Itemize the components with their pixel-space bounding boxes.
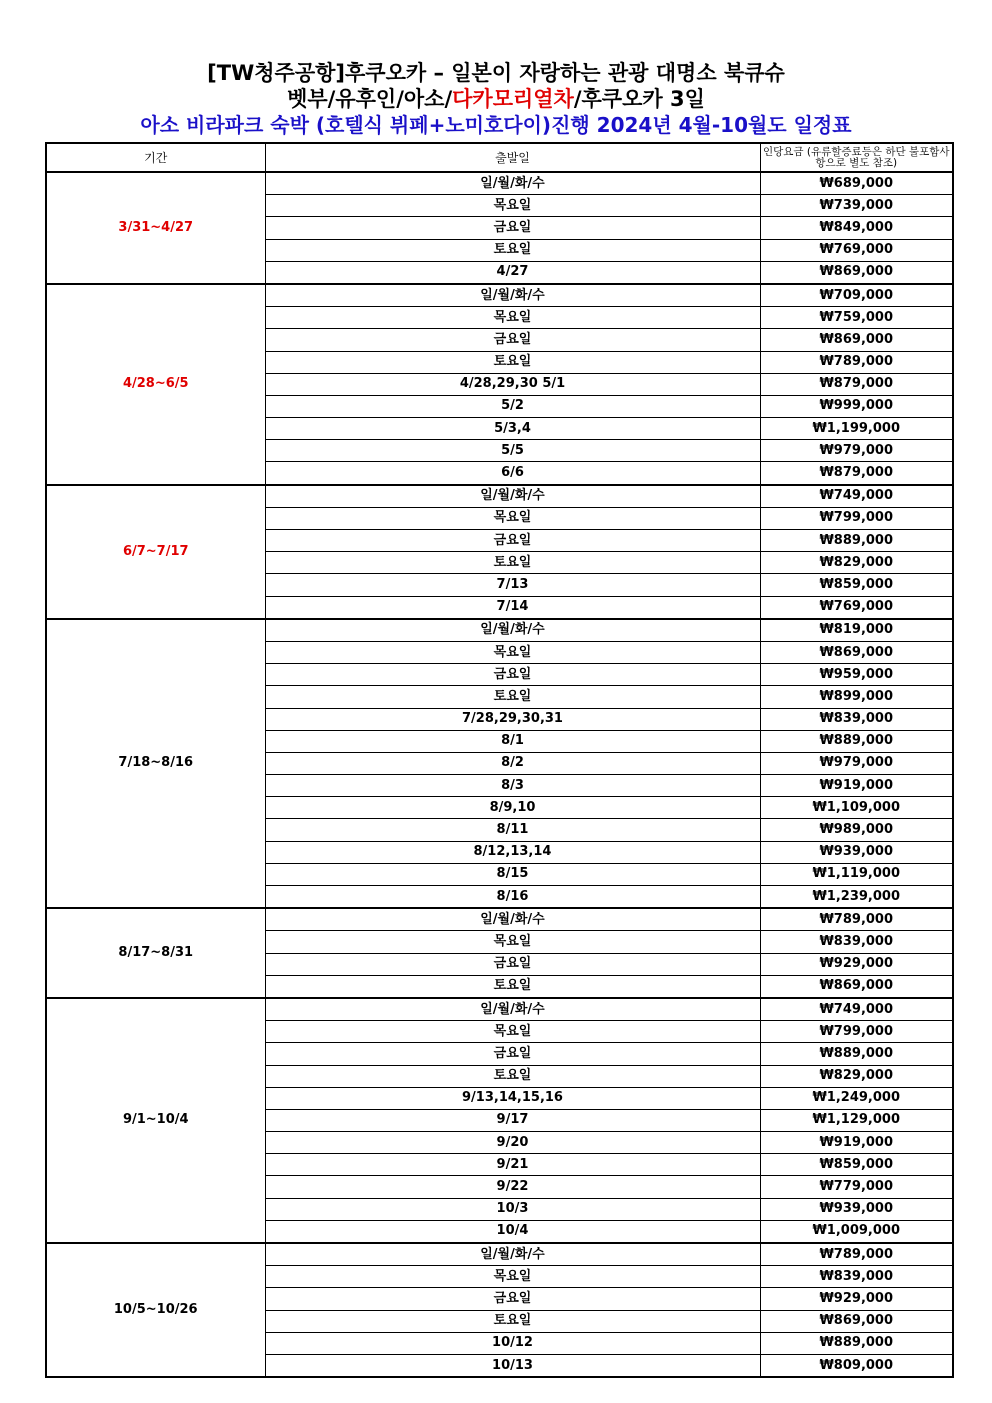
departure-cell: 9/20 [265, 1132, 760, 1154]
price-cell: ₩849,000 [760, 217, 953, 239]
table-header-row [46, 143, 953, 172]
price-cell: ₩929,000 [760, 953, 953, 975]
table-row [46, 485, 953, 508]
price-cell: ₩889,000 [760, 730, 953, 752]
departure-cell: 6/6 [265, 462, 760, 485]
price-cell: ₩939,000 [760, 841, 953, 863]
price-cell: ₩1,249,000 [760, 1087, 953, 1109]
period-group [46, 485, 953, 619]
departure-cell: 토요일 [265, 975, 760, 998]
departure-cell: 8/1 [265, 730, 760, 752]
price-cell: ₩879,000 [760, 373, 953, 395]
departure-cell: 목요일 [265, 307, 760, 329]
price-cell: ₩1,129,000 [760, 1109, 953, 1131]
price-cell: ₩919,000 [760, 775, 953, 797]
departure-cell: 9/22 [265, 1176, 760, 1198]
price-cell: ₩889,000 [760, 1332, 953, 1354]
table-row [46, 284, 953, 307]
departure-cell: 금요일 [265, 953, 760, 975]
departure-cell: 9/13,14,15,16 [265, 1087, 760, 1109]
period-cell: 4/28~6/5 [46, 284, 265, 485]
subtitle-part-1: 벳부/유후인/아소/ [287, 87, 453, 111]
price-cell: ₩1,239,000 [760, 886, 953, 909]
price-cell: ₩789,000 [760, 1243, 953, 1266]
period-cell: 3/31~4/27 [46, 172, 265, 284]
price-cell: ₩789,000 [760, 351, 953, 373]
departure-cell: 8/16 [265, 886, 760, 909]
price-cell: ₩899,000 [760, 686, 953, 708]
price-cell: ₩869,000 [760, 641, 953, 663]
departure-cell: 일/월/화/수 [265, 284, 760, 307]
price-cell: ₩1,199,000 [760, 418, 953, 440]
departure-cell: 토요일 [265, 552, 760, 574]
departure-cell: 10/3 [265, 1198, 760, 1220]
departure-cell: 목요일 [265, 195, 760, 217]
price-cell: ₩879,000 [760, 462, 953, 485]
price-cell: ₩959,000 [760, 664, 953, 686]
price-cell: ₩839,000 [760, 931, 953, 953]
departure-cell: 10/4 [265, 1220, 760, 1243]
price-cell: ₩869,000 [760, 329, 953, 351]
departure-cell: 토요일 [265, 1310, 760, 1332]
price-cell: ₩749,000 [760, 998, 953, 1021]
departure-cell: 금요일 [265, 1043, 760, 1065]
price-cell: ₩839,000 [760, 1266, 953, 1288]
price-cell: ₩829,000 [760, 552, 953, 574]
departure-cell: 7/13 [265, 574, 760, 596]
price-cell: ₩1,119,000 [760, 863, 953, 885]
table-row [46, 1243, 953, 1266]
document-heading-blue: 아소 비라파크 숙박 (호텔식 뷔페+노미호다이)진행 2024년 4월-10월도 일정표 [140, 113, 852, 137]
departure-cell: 4/28,29,30 5/1 [265, 373, 760, 395]
departure-cell: 8/15 [265, 863, 760, 885]
table-row [46, 619, 953, 642]
document-subtitle [0, 86, 992, 112]
price-cell: ₩919,000 [760, 1132, 953, 1154]
price-cell: ₩979,000 [760, 440, 953, 462]
departure-cell: 토요일 [265, 239, 760, 261]
schedule-table [45, 142, 954, 1378]
departure-cell: 목요일 [265, 1266, 760, 1288]
departure-cell: 8/12,13,14 [265, 841, 760, 863]
header-price: 인당요금 (유류할증료등은 하단 불포함사항으로 별도 참조) [760, 143, 953, 172]
departure-cell: 9/17 [265, 1109, 760, 1131]
subtitle-highlight: 다카모리열차 [452, 87, 574, 111]
departure-cell: 일/월/화/수 [265, 998, 760, 1021]
departure-cell: 토요일 [265, 686, 760, 708]
departure-cell: 금요일 [265, 329, 760, 351]
price-cell: ₩999,000 [760, 395, 953, 417]
price-cell: ₩749,000 [760, 485, 953, 508]
departure-cell: 8/2 [265, 752, 760, 774]
departure-cell: 일/월/화/수 [265, 172, 760, 195]
departure-cell: 금요일 [265, 530, 760, 552]
price-cell: ₩869,000 [760, 975, 953, 998]
price-cell: ₩1,109,000 [760, 797, 953, 819]
departure-cell: 일/월/화/수 [265, 1243, 760, 1266]
price-cell: ₩889,000 [760, 1043, 953, 1065]
departure-cell: 7/28,29,30,31 [265, 708, 760, 730]
departure-cell: 8/3 [265, 775, 760, 797]
price-cell: ₩839,000 [760, 708, 953, 730]
period-cell: 8/17~8/31 [46, 908, 265, 998]
period-group [46, 284, 953, 485]
table-row [46, 908, 953, 931]
departure-cell: 8/11 [265, 819, 760, 841]
table-row [46, 998, 953, 1021]
departure-cell: 10/12 [265, 1332, 760, 1354]
departure-cell: 일/월/화/수 [265, 619, 760, 642]
price-cell: ₩929,000 [760, 1288, 953, 1310]
departure-cell: 7/14 [265, 596, 760, 619]
price-cell: ₩859,000 [760, 1154, 953, 1176]
price-cell: ₩939,000 [760, 1198, 953, 1220]
departure-cell: 토요일 [265, 351, 760, 373]
departure-cell: 5/2 [265, 395, 760, 417]
price-cell: ₩869,000 [760, 1310, 953, 1332]
price-cell: ₩989,000 [760, 819, 953, 841]
period-cell: 6/7~7/17 [46, 485, 265, 619]
period-group [46, 1243, 953, 1377]
departure-cell: 8/9,10 [265, 797, 760, 819]
period-cell: 9/1~10/4 [46, 998, 265, 1243]
price-cell: ₩869,000 [760, 261, 953, 284]
departure-cell: 목요일 [265, 641, 760, 663]
departure-cell: 일/월/화/수 [265, 485, 760, 508]
price-cell: ₩709,000 [760, 284, 953, 307]
price-cell: ₩759,000 [760, 307, 953, 329]
price-cell: ₩859,000 [760, 574, 953, 596]
departure-cell: 4/27 [265, 261, 760, 284]
period-group [46, 172, 953, 284]
price-cell: ₩689,000 [760, 172, 953, 195]
departure-cell: 토요일 [265, 1065, 760, 1087]
departure-cell: 일/월/화/수 [265, 908, 760, 931]
departure-cell: 5/3,4 [265, 418, 760, 440]
departure-cell: 금요일 [265, 1288, 760, 1310]
price-cell: ₩819,000 [760, 619, 953, 642]
departure-cell: 5/5 [265, 440, 760, 462]
price-cell: ₩779,000 [760, 1176, 953, 1198]
price-cell: ₩789,000 [760, 908, 953, 931]
price-cell: ₩769,000 [760, 596, 953, 619]
price-cell: ₩889,000 [760, 530, 953, 552]
header-period: 기간 [46, 143, 265, 172]
price-cell: ₩799,000 [760, 1021, 953, 1043]
departure-cell: 목요일 [265, 507, 760, 529]
header-departure: 출발일 [265, 143, 760, 172]
document-title: [TW청주공항]후쿠오카 – 일본이 자랑하는 관광 대명소 북큐슈 [207, 61, 785, 85]
price-cell: ₩769,000 [760, 239, 953, 261]
price-cell: ₩829,000 [760, 1065, 953, 1087]
period-group [46, 998, 953, 1243]
departure-cell: 목요일 [265, 1021, 760, 1043]
period-cell: 7/18~8/16 [46, 619, 265, 908]
period-cell: 10/5~10/26 [46, 1243, 265, 1377]
period-group [46, 908, 953, 998]
departure-cell: 10/13 [265, 1354, 760, 1377]
departure-cell: 금요일 [265, 217, 760, 239]
departure-cell: 금요일 [265, 664, 760, 686]
price-cell: ₩799,000 [760, 507, 953, 529]
price-cell: ₩1,009,000 [760, 1220, 953, 1243]
price-cell: ₩979,000 [760, 752, 953, 774]
table-row [46, 172, 953, 195]
departure-cell: 9/21 [265, 1154, 760, 1176]
period-group [46, 619, 953, 908]
price-cell: ₩739,000 [760, 195, 953, 217]
departure-cell: 목요일 [265, 931, 760, 953]
price-cell: ₩809,000 [760, 1354, 953, 1377]
subtitle-part-3: /후쿠오카 3일 [573, 87, 705, 111]
